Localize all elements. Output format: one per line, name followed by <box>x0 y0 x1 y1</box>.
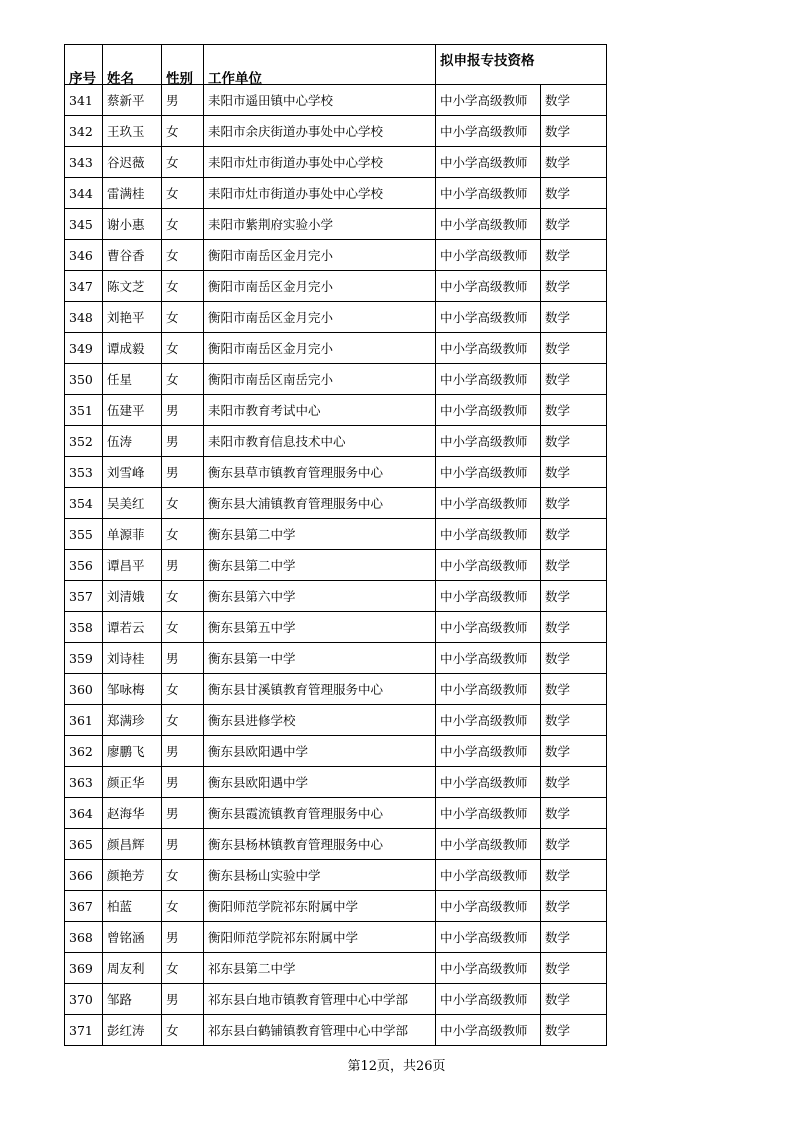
header-unit: 工作单位 <box>204 45 436 85</box>
work-unit-cell: 衡东县欧阳遇中学 <box>204 767 436 798</box>
gender-cell: 男 <box>162 736 204 767</box>
work-unit-cell: 衡东县杨林镇教育管理服务中心 <box>204 829 436 860</box>
table-row <box>65 457 607 488</box>
row-number-cell: 363 <box>65 767 103 798</box>
table-row <box>65 333 607 364</box>
subject-cell: 数学 <box>541 519 607 550</box>
work-unit-cell: 衡东县第二中学 <box>204 519 436 550</box>
table-row <box>65 116 607 147</box>
gender-cell: 男 <box>162 457 204 488</box>
work-unit-cell: 祁东县白地市镇教育管理中心中学部 <box>204 984 436 1015</box>
subject-cell: 数学 <box>541 426 607 457</box>
person-name-cell: 蔡新平 <box>103 85 162 116</box>
person-name-cell: 吴美红 <box>103 488 162 519</box>
person-name-cell: 赵海华 <box>103 798 162 829</box>
table-row <box>65 271 607 302</box>
qualification-cell: 中小学高级教师 <box>436 209 541 240</box>
table-row <box>65 364 607 395</box>
person-name-cell: 刘清娥 <box>103 581 162 612</box>
work-unit-cell: 耒阳市教育考试中心 <box>204 395 436 426</box>
table-row <box>65 798 607 829</box>
qualification-cell: 中小学高级教师 <box>436 457 541 488</box>
subject-cell: 数学 <box>541 1015 607 1046</box>
row-number-cell: 357 <box>65 581 103 612</box>
qualification-cell: 中小学高级教师 <box>436 891 541 922</box>
person-name-cell: 柏蓝 <box>103 891 162 922</box>
qualification-cell: 中小学高级教师 <box>436 364 541 395</box>
work-unit-cell: 衡东县霞流镇教育管理服务中心 <box>204 798 436 829</box>
qualification-cell: 中小学高级教师 <box>436 643 541 674</box>
gender-cell: 女 <box>162 519 204 550</box>
row-number-cell: 348 <box>65 302 103 333</box>
qualification-cell: 中小学高级教师 <box>436 829 541 860</box>
subject-cell: 数学 <box>541 829 607 860</box>
table-row <box>65 488 607 519</box>
subject-cell: 数学 <box>541 953 607 984</box>
subject-cell: 数学 <box>541 271 607 302</box>
qualification-cell: 中小学高级教师 <box>436 984 541 1015</box>
work-unit-cell: 衡阳师范学院祁东附属中学 <box>204 891 436 922</box>
table-row <box>65 705 607 736</box>
subject-cell: 数学 <box>541 178 607 209</box>
gender-cell: 女 <box>162 364 204 395</box>
gender-cell: 男 <box>162 922 204 953</box>
qualification-cell: 中小学高级教师 <box>436 302 541 333</box>
subject-cell: 数学 <box>541 736 607 767</box>
row-number-cell: 371 <box>65 1015 103 1046</box>
table-row <box>65 736 607 767</box>
qualification-cell: 中小学高级教师 <box>436 1015 541 1046</box>
person-name-cell: 雷满桂 <box>103 178 162 209</box>
row-number-cell: 345 <box>65 209 103 240</box>
person-name-cell: 谭昌平 <box>103 550 162 581</box>
work-unit-cell: 耒阳市教育信息技术中心 <box>204 426 436 457</box>
person-name-cell: 谭若云 <box>103 612 162 643</box>
subject-cell: 数学 <box>541 364 607 395</box>
row-number-cell: 367 <box>65 891 103 922</box>
work-unit-cell: 衡阳市南岳区南岳完小 <box>204 364 436 395</box>
subject-cell: 数学 <box>541 798 607 829</box>
table-row <box>65 85 607 116</box>
subject-cell: 数学 <box>541 240 607 271</box>
work-unit-cell: 衡阳市南岳区金月完小 <box>204 333 436 364</box>
table-row <box>65 984 607 1015</box>
gender-cell: 男 <box>162 829 204 860</box>
person-name-cell: 任星 <box>103 364 162 395</box>
table-row <box>65 426 607 457</box>
table-row <box>65 891 607 922</box>
person-name-cell: 廖鹏飞 <box>103 736 162 767</box>
header-name: 姓名 <box>103 45 162 85</box>
work-unit-cell: 衡东县欧阳遇中学 <box>204 736 436 767</box>
table-row <box>65 302 607 333</box>
work-unit-cell: 衡阳师范学院祁东附属中学 <box>204 922 436 953</box>
roster-body <box>65 85 607 1046</box>
header-qualification: 拟申报专技资格 <box>436 45 607 85</box>
subject-cell: 数学 <box>541 395 607 426</box>
row-number-cell: 359 <box>65 643 103 674</box>
table-header-row <box>65 45 607 85</box>
subject-cell: 数学 <box>541 860 607 891</box>
row-number-cell: 364 <box>65 798 103 829</box>
work-unit-cell: 衡阳市南岳区金月完小 <box>204 271 436 302</box>
gender-cell: 女 <box>162 612 204 643</box>
gender-cell: 女 <box>162 116 204 147</box>
work-unit-cell: 衡东县甘溪镇教育管理服务中心 <box>204 674 436 705</box>
subject-cell: 数学 <box>541 333 607 364</box>
work-unit-cell: 耒阳市紫荆府实验小学 <box>204 209 436 240</box>
person-name-cell: 谷迟薇 <box>103 147 162 178</box>
gender-cell: 女 <box>162 178 204 209</box>
header-gender: 性别 <box>162 45 204 85</box>
gender-cell: 男 <box>162 798 204 829</box>
work-unit-cell: 耒阳市余庆街道办事处中心学校 <box>204 116 436 147</box>
work-unit-cell: 衡阳市南岳区金月完小 <box>204 302 436 333</box>
subject-cell: 数学 <box>541 302 607 333</box>
table-row <box>65 147 607 178</box>
person-name-cell: 颜昌辉 <box>103 829 162 860</box>
work-unit-cell: 衡东县杨山实验中学 <box>204 860 436 891</box>
person-name-cell: 刘艳平 <box>103 302 162 333</box>
person-name-cell: 邹路 <box>103 984 162 1015</box>
gender-cell: 女 <box>162 333 204 364</box>
qualification-cell: 中小学高级教师 <box>436 550 541 581</box>
qualification-cell: 中小学高级教师 <box>436 736 541 767</box>
qualification-cell: 中小学高级教师 <box>436 612 541 643</box>
gender-cell: 女 <box>162 705 204 736</box>
qualification-cell: 中小学高级教师 <box>436 116 541 147</box>
subject-cell: 数学 <box>541 612 607 643</box>
person-name-cell: 刘雪峰 <box>103 457 162 488</box>
table-row <box>65 922 607 953</box>
subject-cell: 数学 <box>541 767 607 798</box>
row-number-cell: 361 <box>65 705 103 736</box>
qualification-cell: 中小学高级教师 <box>436 953 541 984</box>
gender-cell: 男 <box>162 85 204 116</box>
table-row <box>65 209 607 240</box>
work-unit-cell: 衡东县第五中学 <box>204 612 436 643</box>
row-number-cell: 355 <box>65 519 103 550</box>
table-row <box>65 612 607 643</box>
subject-cell: 数学 <box>541 674 607 705</box>
table-row <box>65 178 607 209</box>
subject-cell: 数学 <box>541 705 607 736</box>
qualification-cell: 中小学高级教师 <box>436 488 541 519</box>
gender-cell: 女 <box>162 271 204 302</box>
table-row <box>65 519 607 550</box>
person-name-cell: 曾铭涵 <box>103 922 162 953</box>
person-name-cell: 伍建平 <box>103 395 162 426</box>
table-row <box>65 550 607 581</box>
subject-cell: 数学 <box>541 488 607 519</box>
header-no: 序号 <box>65 45 103 85</box>
person-name-cell: 邹咏梅 <box>103 674 162 705</box>
subject-cell: 数学 <box>541 116 607 147</box>
qualification-cell: 中小学高级教师 <box>436 922 541 953</box>
person-name-cell: 曹谷香 <box>103 240 162 271</box>
work-unit-cell: 衡东县第六中学 <box>204 581 436 612</box>
person-name-cell: 颜正华 <box>103 767 162 798</box>
row-number-cell: 356 <box>65 550 103 581</box>
person-name-cell: 伍涛 <box>103 426 162 457</box>
row-number-cell: 370 <box>65 984 103 1015</box>
gender-cell: 男 <box>162 643 204 674</box>
work-unit-cell: 祁东县白鹤铺镇教育管理中心中学部 <box>204 1015 436 1046</box>
subject-cell: 数学 <box>541 891 607 922</box>
qualification-cell: 中小学高级教师 <box>436 798 541 829</box>
person-name-cell: 谭成毅 <box>103 333 162 364</box>
row-number-cell: 360 <box>65 674 103 705</box>
person-name-cell: 颜艳芳 <box>103 860 162 891</box>
row-number-cell: 362 <box>65 736 103 767</box>
row-number-cell: 351 <box>65 395 103 426</box>
row-number-cell: 346 <box>65 240 103 271</box>
gender-cell: 男 <box>162 767 204 798</box>
table-row <box>65 767 607 798</box>
work-unit-cell: 衡东县草市镇教育管理服务中心 <box>204 457 436 488</box>
table-row <box>65 643 607 674</box>
row-number-cell: 341 <box>65 85 103 116</box>
row-number-cell: 366 <box>65 860 103 891</box>
gender-cell: 男 <box>162 550 204 581</box>
gender-cell: 女 <box>162 302 204 333</box>
row-number-cell: 343 <box>65 147 103 178</box>
gender-cell: 女 <box>162 1015 204 1046</box>
subject-cell: 数学 <box>541 581 607 612</box>
qualification-cell: 中小学高级教师 <box>436 674 541 705</box>
qualification-cell: 中小学高级教师 <box>436 767 541 798</box>
person-name-cell: 郑满珍 <box>103 705 162 736</box>
table-row <box>65 829 607 860</box>
gender-cell: 女 <box>162 860 204 891</box>
qualification-cell: 中小学高级教师 <box>436 271 541 302</box>
qualification-cell: 中小学高级教师 <box>436 519 541 550</box>
gender-cell: 女 <box>162 581 204 612</box>
gender-cell: 男 <box>162 395 204 426</box>
gender-cell: 女 <box>162 147 204 178</box>
table-row <box>65 395 607 426</box>
person-name-cell: 陈文芝 <box>103 271 162 302</box>
person-name-cell: 谢小惠 <box>103 209 162 240</box>
work-unit-cell: 衡东县进修学校 <box>204 705 436 736</box>
qualification-cell: 中小学高级教师 <box>436 860 541 891</box>
roster-sheet <box>64 44 606 1046</box>
subject-cell: 数学 <box>541 984 607 1015</box>
qualification-cell: 中小学高级教师 <box>436 178 541 209</box>
subject-cell: 数学 <box>541 85 607 116</box>
person-name-cell: 周友利 <box>103 953 162 984</box>
page-footer: 第12页，共26页 <box>347 1059 446 1074</box>
work-unit-cell: 衡东县大浦镇教育管理服务中心 <box>204 488 436 519</box>
row-number-cell: 344 <box>65 178 103 209</box>
row-number-cell: 368 <box>65 922 103 953</box>
person-name-cell: 彭红涛 <box>103 1015 162 1046</box>
gender-cell: 女 <box>162 488 204 519</box>
row-number-cell: 353 <box>65 457 103 488</box>
work-unit-cell: 祁东县第二中学 <box>204 953 436 984</box>
person-name-cell: 单源菲 <box>103 519 162 550</box>
row-number-cell: 352 <box>65 426 103 457</box>
table-row <box>65 240 607 271</box>
gender-cell: 女 <box>162 240 204 271</box>
table-row <box>65 1015 607 1046</box>
qualification-cell: 中小学高级教师 <box>436 705 541 736</box>
qualification-cell: 中小学高级教师 <box>436 333 541 364</box>
subject-cell: 数学 <box>541 147 607 178</box>
work-unit-cell: 衡阳市南岳区金月完小 <box>204 240 436 271</box>
row-number-cell: 365 <box>65 829 103 860</box>
gender-cell: 女 <box>162 891 204 922</box>
work-unit-cell: 耒阳市灶市街道办事处中心学校 <box>204 147 436 178</box>
table-row <box>65 953 607 984</box>
row-number-cell: 358 <box>65 612 103 643</box>
gender-cell: 男 <box>162 426 204 457</box>
gender-cell: 女 <box>162 953 204 984</box>
work-unit-cell: 衡东县第二中学 <box>204 550 436 581</box>
work-unit-cell: 耒阳市遥田镇中心学校 <box>204 85 436 116</box>
table-row <box>65 860 607 891</box>
work-unit-cell: 耒阳市灶市街道办事处中心学校 <box>204 178 436 209</box>
subject-cell: 数学 <box>541 209 607 240</box>
row-number-cell: 369 <box>65 953 103 984</box>
subject-cell: 数学 <box>541 457 607 488</box>
qualification-cell: 中小学高级教师 <box>436 85 541 116</box>
qualification-cell: 中小学高级教师 <box>436 147 541 178</box>
table-row <box>65 581 607 612</box>
row-number-cell: 342 <box>65 116 103 147</box>
work-unit-cell: 衡东县第一中学 <box>204 643 436 674</box>
gender-cell: 女 <box>162 209 204 240</box>
qualification-cell: 中小学高级教师 <box>436 426 541 457</box>
qualification-cell: 中小学高级教师 <box>436 240 541 271</box>
subject-cell: 数学 <box>541 550 607 581</box>
qualification-cell: 中小学高级教师 <box>436 581 541 612</box>
qualification-cell: 中小学高级教师 <box>436 395 541 426</box>
subject-cell: 数学 <box>541 922 607 953</box>
table-row <box>65 674 607 705</box>
row-number-cell: 350 <box>65 364 103 395</box>
person-name-cell: 王玖玉 <box>103 116 162 147</box>
roster-table <box>64 44 607 1046</box>
row-number-cell: 354 <box>65 488 103 519</box>
row-number-cell: 349 <box>65 333 103 364</box>
person-name-cell: 刘诗桂 <box>103 643 162 674</box>
gender-cell: 女 <box>162 674 204 705</box>
row-number-cell: 347 <box>65 271 103 302</box>
gender-cell: 男 <box>162 984 204 1015</box>
subject-cell: 数学 <box>541 643 607 674</box>
